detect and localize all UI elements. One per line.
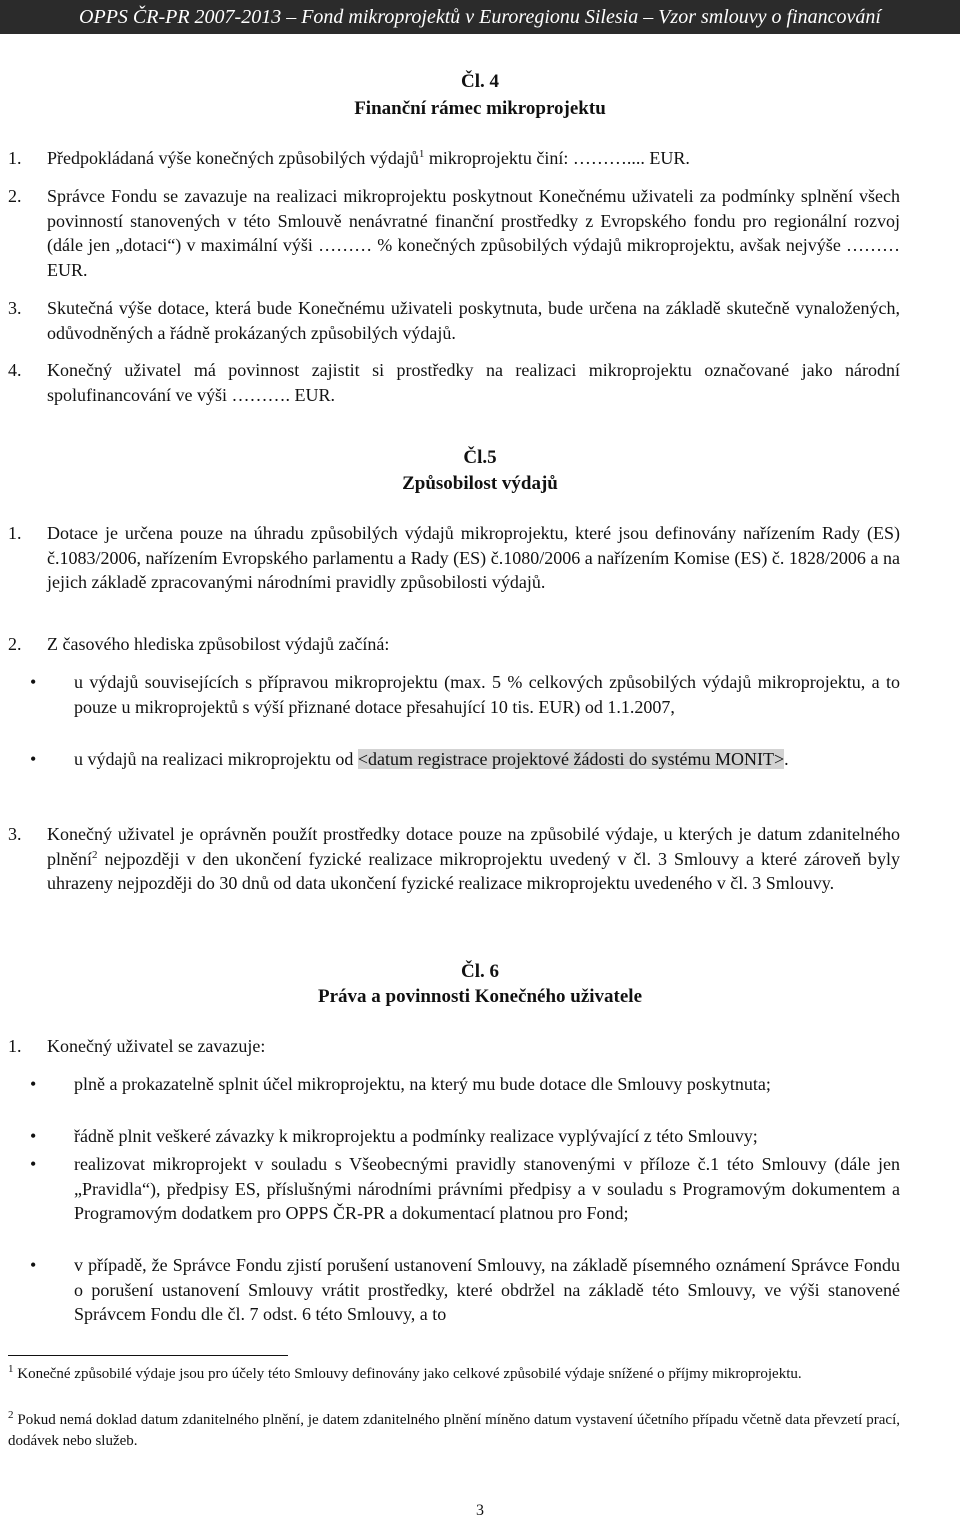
- bullet-icon: •: [30, 1126, 37, 1146]
- article-4-item-3: Skutečná výše dotace, která bude Konečnému uživateli poskytnuta, bude určena na základě skutečně vynaložených, odůvodněných a řádně prokázaných způsobilých výdajů.: [47, 298, 900, 343]
- highlighted-placeholder: <datum registrace projektové žádosti do systému MONIT>: [357, 749, 785, 769]
- page-number: 3: [476, 1502, 484, 1519]
- bullet-icon: •: [30, 1074, 37, 1094]
- article-6-item-1: Konečný uživatel se zavazuje:: [47, 1036, 266, 1056]
- footnote-2: $^2$ Pokud nemá doklad datum zdanitelného plnění, je datem zdanitelného plnění míněno datum vystavení účetního případu včetně data převzetí prací, dodávek nebo služeb.: [8, 1409, 900, 1449]
- article-5-heading: Čl.5: [463, 447, 497, 468]
- article-4-heading: Čl. 4: [461, 71, 499, 92]
- article-4-subtitle: Finanční rámec mikroprojektu: [354, 98, 606, 119]
- footnote-separator: [8, 1355, 288, 1356]
- article-5-bullet-2: u výdajů na realizaci mikroprojektu od <datum registrace projektové žádosti do systému MONIT>.: [74, 749, 789, 769]
- article-6-bullet-4: v případě, že Správce Fondu zjistí porušení ustanovení Smlouvy, na základě písemného oznámení Správce Fondu o porušení ustanovení Smlouvy vrátit prostředky, které obdržel na základě této Smlouvy, ve výši stanovené Správcem Fondu dle čl. 7 odst. 6 této Smlouvy, a to: [74, 1255, 900, 1324]
- item-number: 2.: [8, 634, 22, 654]
- article-5-subtitle: Způsobilost výdajů: [402, 473, 558, 494]
- item-number: 3.: [8, 824, 22, 844]
- article-5-bullet-1: u výdajů souvisejících s přípravou mikroprojektu (max. 5 % celkových způsobilých výdajů mikroprojektu, a to pouze u mikroprojektů s výší přiznané dotace přesahující 10 tis. EUR) od 1.1.2007,: [74, 672, 900, 717]
- bullet-icon: •: [30, 1255, 37, 1275]
- item-number: 1.: [8, 148, 22, 168]
- article-4-item-2: Správce Fondu se zavazuje na realizaci mikroprojektu poskytnout Konečnému uživateli za podmínky splnění všech povinností stanovených v této Smlouvě nenávratné finanční prostředky z Evropského fondu pro regionální rozvoj (dále jen „dotaci“) v maximální výši ……… % konečných způsobilých výdajů mikroprojektu, avšak nejvýše ……… EUR.: [47, 186, 900, 280]
- bullet-icon: •: [30, 672, 37, 692]
- item-number: 1.: [8, 1036, 22, 1056]
- article-5-item-1: Dotace je určena pouze na úhradu způsobilých výdajů mikroprojektu, které jsou definovány nařízením Rady (ES) č.1083/2006, nařízením Evropského parlamentu a Rady (ES) č.1080/2006 a nařízením Komise (ES) č. 1828/2006 a na jejich základě zpracovanými národními pravidly způsobilosti výdajů.: [47, 523, 900, 592]
- item-number: 2.: [8, 186, 22, 206]
- article-6-bullet-3: realizovat mikroprojekt v souladu s Všeobecnými pravidly stanovenými v příloze č.1 této Smlouvy (dále jen „Pravidla“), předpisy ES, příslušnými národními právními předpisy a v souladu s Programovým dokumentem a Programovým dodatkem pro OPPS ČR-PR a dokumentací platnou pro Fond;: [74, 1154, 900, 1223]
- article-6-heading: Čl. 6: [461, 961, 499, 982]
- article-6-bullet-1: plně a prokazatelně splnit účel mikroprojektu, na který mu bude dotace dle Smlouvy poskytnuta;: [74, 1074, 771, 1094]
- bullet-icon: •: [30, 1154, 37, 1174]
- footnote-ref-1: 1: [418, 148, 425, 160]
- article-4-item-1: Předpokládaná výše konečných způsobilých výdajů$^1$ mikroprojektu činí: ……….... EUR.: [47, 148, 690, 168]
- article-5-item-3: Konečný uživatel je oprávněn použít prostředky dotace pouze na způsobilé výdaje, u kterých je datum zdanitelného plnění$^2$ nejpozději v den ukončení fyzické realizace mikroprojektu uvedený v čl. 3 Smlouvy a které zároveň byly uhrazeny nejpozději do 30 dnů od data ukončení fyzické realizace mikroprojektu uvedeného v čl. 3 Smlouvy.: [47, 824, 900, 893]
- footnote-1: $^1$ Konečné způsobilé výdaje jsou pro účely této Smlouvy definovány jako celkové způsobilé výdaje snížené o příjmy mikroprojektu.: [8, 1363, 802, 1382]
- document-header: OPPS ČR-PR 2007-2013 – Fond mikroprojektů v Euroregionu Silesia – Vzor smlouvy o financování: [0, 0, 960, 34]
- item-number: 4.: [8, 360, 22, 380]
- item-number: 3.: [8, 298, 22, 318]
- item-number: 1.: [8, 523, 22, 543]
- footnote-ref-2: 2: [92, 848, 98, 861]
- article-5-item-2: Z časového hlediska způsobilost výdajů začíná:: [47, 634, 390, 654]
- article-6-bullet-2: řádně plnit veškeré závazky k mikroprojektu a podmínky realizace vyplývající z této Smlouvy;: [74, 1126, 758, 1146]
- article-4-item-4: Konečný uživatel má povinnost zajistit si prostředky na realizaci mikroprojektu označované jako národní spolufinancování ve výši ………. EUR.: [47, 360, 900, 405]
- bullet-icon: •: [30, 749, 37, 769]
- article-6-subtitle: Práva a povinnosti Konečného uživatele: [317, 986, 643, 1007]
